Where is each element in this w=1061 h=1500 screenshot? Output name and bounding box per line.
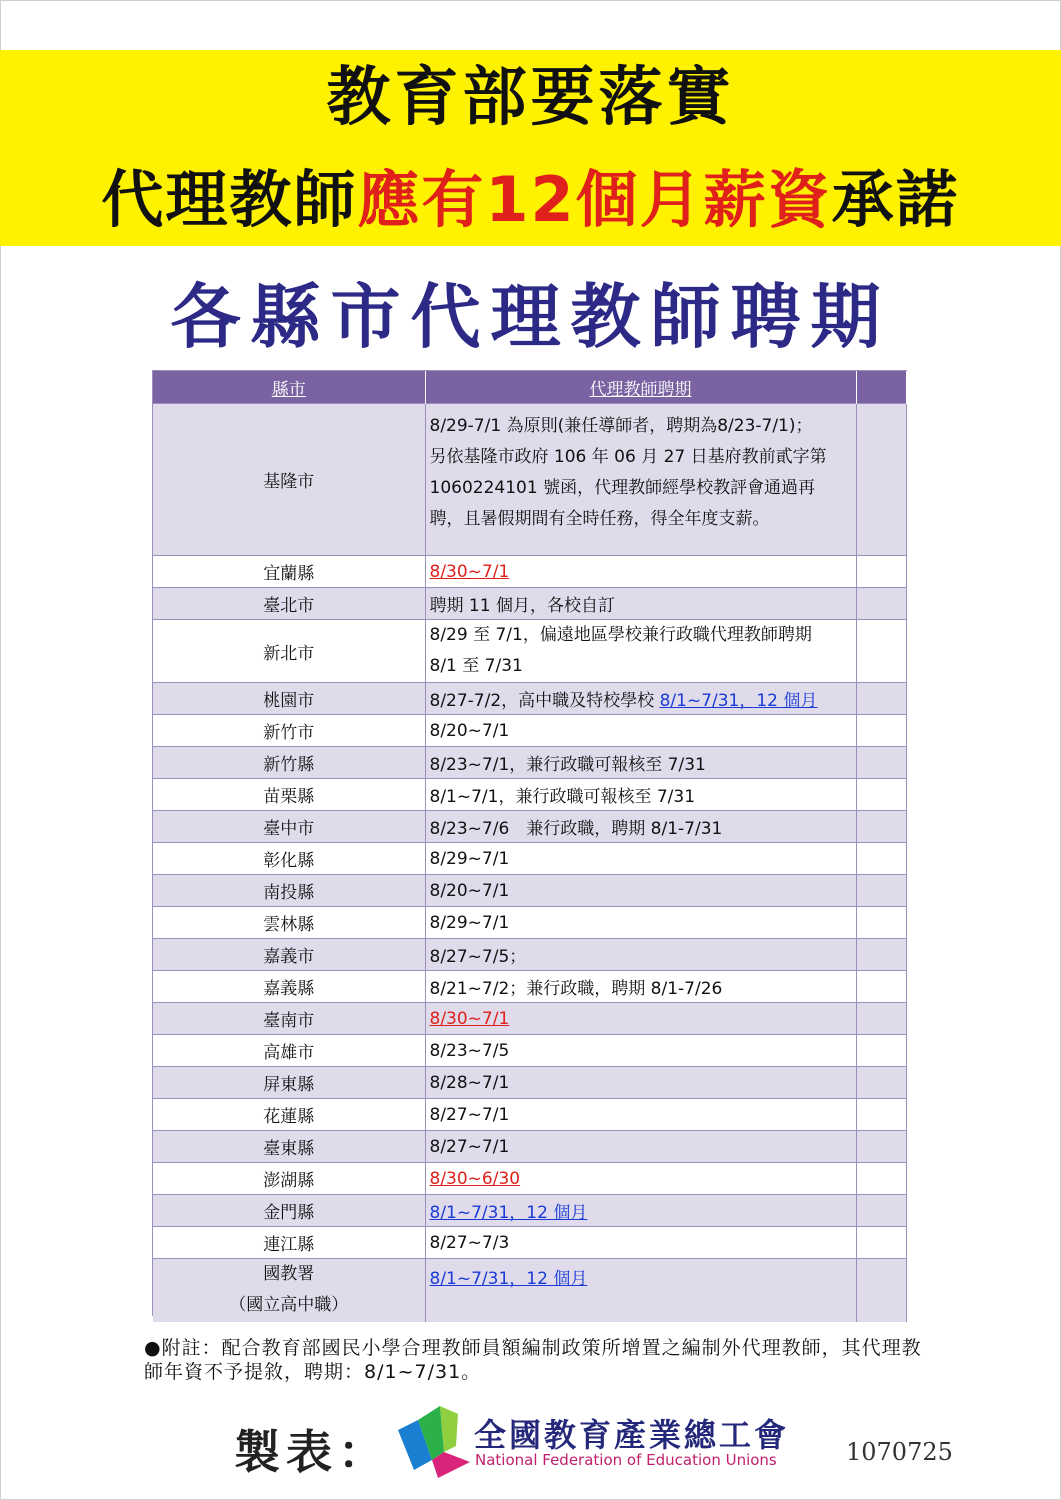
table-row (153, 971, 906, 1003)
city-cell: 嘉義市 (153, 939, 425, 971)
term-cell: 8/23~7/5 (425, 1035, 856, 1067)
city-cell: 臺北市 (153, 588, 425, 620)
blank-cell (856, 907, 906, 939)
term-line: 聘，且暑假期間有全時任務，得全年度支薪。 (429, 508, 770, 529)
term-cell: 8/27~7/1 (425, 1099, 856, 1131)
term-link-blue[interactable]: 8/1~7/31，12 個月 (429, 1269, 588, 1289)
footnote: ●附註：配合教育部國民小學合理教師員額編制政策所增置之編制外代理教師，其代理教師年資不予提敘，聘期：8/1~7/31。 (144, 1337, 922, 1383)
term-cell (425, 1195, 856, 1227)
term-cell: 8/23~7/1，兼行政職可報核至 7/31 (425, 747, 856, 779)
city-cell: 新北市 (153, 620, 425, 683)
table-row (153, 683, 906, 715)
blank-cell (856, 1099, 906, 1131)
term-link-red[interactable]: 8/30~7/1 (429, 561, 510, 582)
term-link-red[interactable]: 8/30~7/1 (429, 1008, 510, 1029)
blank-cell (856, 404, 906, 556)
term-cell: 8/20~7/1 (425, 715, 856, 747)
city-subname: （國立高中職） (229, 1295, 349, 1316)
term-cell: 8/1~7/1，兼行政職可報核至 7/31 (425, 779, 856, 811)
blank-cell (856, 1003, 906, 1035)
city-cell: 彰化縣 (153, 843, 425, 875)
contract-term-table (152, 370, 907, 1316)
table-row (153, 1131, 906, 1163)
term-cell: 8/28~7/1 (425, 1067, 856, 1099)
city-cell: 桃園市 (153, 683, 425, 715)
table-row (153, 1035, 906, 1067)
blank-cell (856, 715, 906, 747)
union-logo-icon (398, 1402, 470, 1478)
blank-cell (856, 1227, 906, 1259)
city-cell: 新竹市 (153, 715, 425, 747)
blank-cell (856, 747, 906, 779)
term-line: 8/29 至 7/1，偏遠地區學校兼行政職代理教師聘期 (429, 625, 812, 645)
city-cell: 雲林縣 (153, 907, 425, 939)
city-cell: 金門縣 (153, 1195, 425, 1227)
table-row (153, 1163, 906, 1195)
headline-red-part: 應有12個月薪資 (357, 163, 832, 236)
blank-cell (856, 939, 906, 971)
city-cell (153, 1259, 425, 1322)
term-cell: 8/29~7/1 (425, 843, 856, 875)
city-name: 國教署 (263, 1264, 315, 1285)
table-row (153, 1003, 906, 1035)
blank-cell (856, 811, 906, 843)
table-header-row (153, 371, 906, 404)
city-cell: 屏東縣 (153, 1067, 425, 1099)
city-cell: 苗栗縣 (153, 779, 425, 811)
term-cell: 8/20~7/1 (425, 875, 856, 907)
term-cell: 8/27~7/3 (425, 1227, 856, 1259)
column-header-term: 代理教師聘期 (425, 371, 856, 404)
table-row (153, 620, 906, 683)
term-cell (425, 1259, 856, 1322)
blank-cell (856, 1035, 906, 1067)
blank-cell (856, 1259, 906, 1322)
term-cell: 8/29~7/1 (425, 907, 856, 939)
table-row (153, 779, 906, 811)
blank-cell (856, 843, 906, 875)
term-cell (425, 404, 856, 556)
term-line: 8/1 至 7/31 (429, 656, 523, 676)
table-row (153, 715, 906, 747)
blank-cell (856, 971, 906, 1003)
term-cell (425, 1163, 856, 1195)
blank-cell (856, 588, 906, 620)
term-cell (425, 683, 856, 715)
term-cell: 8/21~7/2；兼行政職，聘期 8/1-7/26 (425, 971, 856, 1003)
table-row (153, 907, 906, 939)
blank-cell (856, 683, 906, 715)
term-cell (425, 556, 856, 588)
org-name-cn: 全國教育產業總工會 (474, 1416, 790, 1454)
city-cell: 嘉義縣 (153, 971, 425, 1003)
blank-cell (856, 875, 906, 907)
table-row (153, 404, 906, 556)
headline-black-part-a: 代理教師 (101, 163, 358, 236)
table-row (153, 811, 906, 843)
table-row (153, 875, 906, 907)
table-row (153, 1227, 906, 1259)
blank-cell (856, 556, 906, 588)
term-cell: 8/23~7/6 兼行政職，聘期 8/1-7/31 (425, 811, 856, 843)
table-row (153, 1067, 906, 1099)
blank-cell (856, 1067, 906, 1099)
headline-black-part-b: 承諾 (831, 163, 960, 236)
term-cell (425, 620, 856, 683)
city-cell: 南投縣 (153, 875, 425, 907)
table-row (153, 588, 906, 620)
city-cell: 高雄市 (153, 1035, 425, 1067)
table-row (153, 1259, 906, 1322)
term-cell (425, 1003, 856, 1035)
blank-cell (856, 779, 906, 811)
maker-label: 製表： (234, 1425, 390, 1479)
org-name-en: National Federation of Education Unions (475, 1451, 777, 1469)
column-header-blank (856, 371, 906, 404)
term-cell: 8/27~7/5； (425, 939, 856, 971)
term-link-blue[interactable]: 8/1~7/31，12 個月 (659, 691, 818, 711)
city-cell: 基隆市 (153, 404, 425, 556)
blank-cell (856, 1163, 906, 1195)
city-cell: 臺南市 (153, 1003, 425, 1035)
date-code: 1070725 (846, 1438, 953, 1466)
city-cell: 宜蘭縣 (153, 556, 425, 588)
table-row (153, 1099, 906, 1131)
blank-cell (856, 620, 906, 683)
city-cell: 臺中市 (153, 811, 425, 843)
city-cell: 澎湖縣 (153, 1163, 425, 1195)
term-text: 8/27-7/2，高中職及特校學校 (429, 691, 660, 711)
table-row (153, 843, 906, 875)
table-row (153, 747, 906, 779)
term-cell: 8/27~7/1 (425, 1131, 856, 1163)
city-cell: 花蓮縣 (153, 1099, 425, 1131)
term-link-red[interactable]: 8/30~6/30 (429, 1168, 521, 1189)
page-title: 各縣市代理教師聘期 (170, 276, 891, 358)
city-cell: 臺東縣 (153, 1131, 425, 1163)
table-row (153, 939, 906, 971)
column-header-city: 縣市 (153, 371, 425, 404)
blank-cell (856, 1131, 906, 1163)
blank-cell (856, 1195, 906, 1227)
table-row (153, 1195, 906, 1227)
city-cell: 連江縣 (153, 1227, 425, 1259)
term-cell: 聘期 11 個月，各校自訂 (425, 588, 856, 620)
city-cell: 新竹縣 (153, 747, 425, 779)
headline-line-1: 教育部要落實 (326, 61, 735, 135)
term-line: 1060224101 號函，代理教師經學校教評會通過再 (429, 477, 816, 498)
table-row (153, 556, 906, 588)
term-line: 8/29-7/1 為原則(兼任導師者，聘期為8/23-7/1)； (429, 415, 813, 436)
term-link-blue[interactable]: 8/1~7/31，12 個月 (429, 1203, 588, 1223)
headline-line-2 (0, 160, 1061, 240)
term-line: 另依基隆市政府 106 年 06 月 27 日基府教前貳字第 (429, 446, 827, 467)
